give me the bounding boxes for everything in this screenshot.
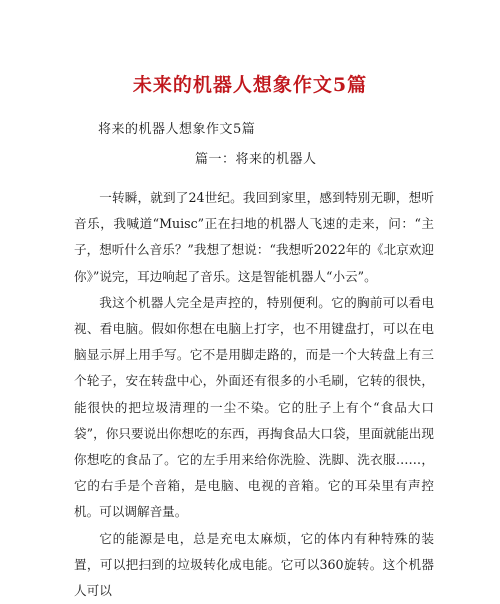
section-heading: 篇一：将来的机器人 [195, 152, 317, 167]
document-title: 未来的机器人想象作文5篇 [132, 74, 368, 96]
paragraph: 我这个机器人完全是声控的，特别便利。它的胸前可以看电视、看电脑。假如你想在电脑上打字，也不用键盘打，可以在电脑显示屏上用手写。它不是用脚走路的，而是一个大转盘上有三个轮子，安在转盘中心，外面还有很多的小毛刷，它转的很快，能很快的把垃圾清理的一尘不染。它的肚子上有个“食品大口袋”，你只要说出你想吃的东西，再掏食品大口袋，里面就能出现你想吃的食品了。它的左手用来给你洗脸、洗脚、洗衣服……，它的右手是个音箱，是电脑、电视的音箱。它的耳朵里有声控机。可以调解音量。 [74, 294, 434, 520]
paragraph: 一转瞬，就到了24世纪。我回到家里，感到特别无聊，想听音乐，我喊道“Muisc”正在扫地的机器人飞速的走来，问：“主子，想听什么音乐？”我想了想说：“我想听2022年的《北京欢迎你》”说完，耳边响起了音乐。这是智能机器人“小云”。 [74, 190, 434, 284]
document-subtitle: 将来的机器人想象作文5篇 [98, 122, 256, 137]
document-body [74, 185, 434, 604]
paragraph: 它的能源是电，总是充电太麻烦，它的体内有种特殊的装置，可以把扫到的垃圾转化成电能。它可以360旋转。这个机器人可以 [74, 530, 434, 599]
